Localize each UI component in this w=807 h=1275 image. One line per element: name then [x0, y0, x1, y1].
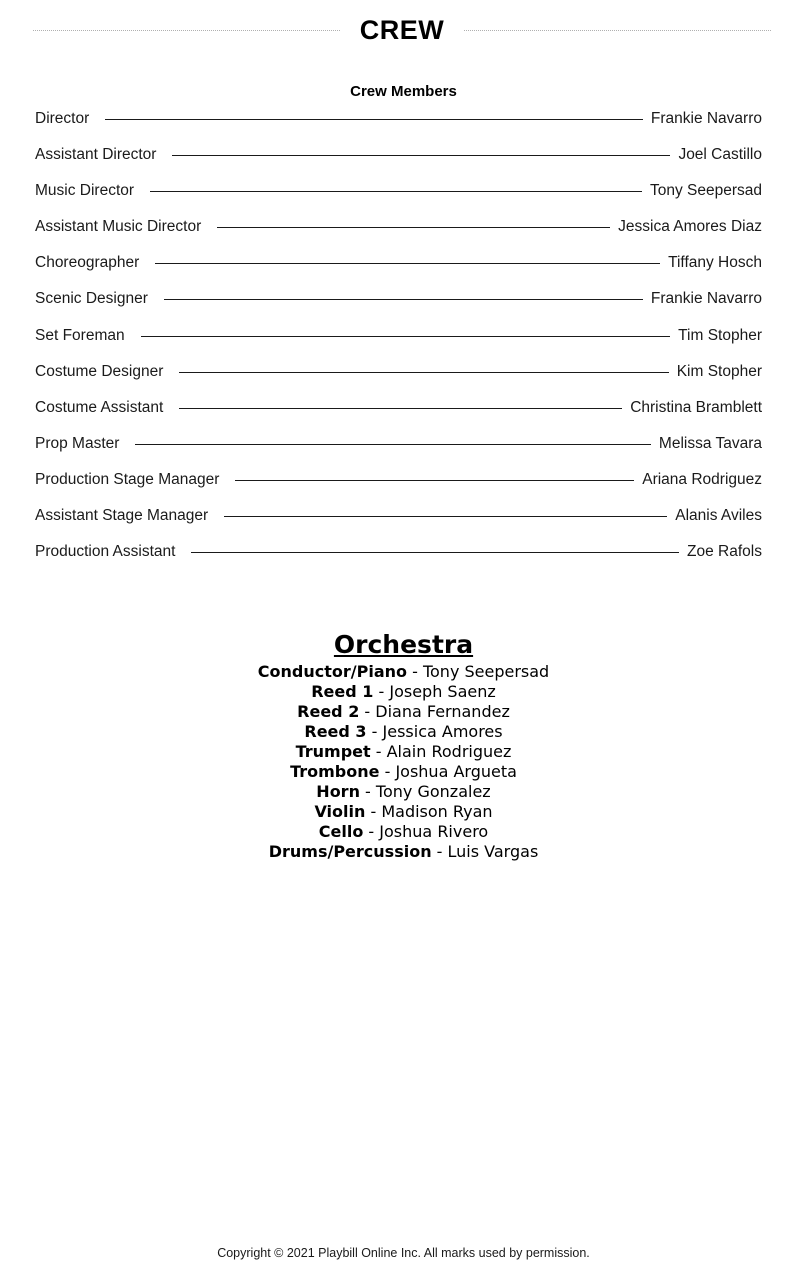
orchestra-player: Luis Vargas: [447, 842, 539, 861]
crew-row: [35, 144, 762, 180]
crew-section-heading: Crew Members: [350, 83, 457, 100]
crew-role: Costume Designer: [35, 362, 164, 380]
crew-list: [35, 108, 762, 577]
orchestra-instrument: Trombone: [290, 762, 380, 781]
orchestra-player: Madison Ryan: [381, 802, 493, 821]
orchestra-player: Alain Rodriguez: [386, 742, 512, 761]
header-rule-right: [464, 30, 771, 31]
crew-row: [35, 361, 762, 397]
crew-name: Jessica Amores Diaz: [618, 218, 762, 236]
crew-row: [35, 397, 762, 433]
orchestra-separator: -: [407, 662, 423, 681]
crew-role: Assistant Stage Manager: [35, 507, 209, 525]
orchestra-row: [0, 722, 807, 742]
crew-name: Tiffany Hosch: [668, 254, 762, 272]
crew-name: Ariana Rodriguez: [642, 470, 762, 488]
orchestra-player: Jessica Amores: [382, 722, 503, 741]
crew-name: Frankie Navarro: [650, 110, 762, 127]
crew-role: Production Stage Manager: [35, 470, 220, 488]
crew-row: [35, 541, 762, 577]
crew-row: [35, 108, 762, 144]
crew-role: Prop Master: [35, 434, 120, 452]
orchestra-player: Tony Gonzalez: [375, 782, 491, 801]
orchestra-row: [0, 822, 807, 842]
orchestra-separator: -: [365, 802, 382, 821]
orchestra-player: Tony Seepersad: [422, 662, 550, 681]
crew-role: Assistant Music Director: [35, 218, 202, 236]
crew-row: [35, 252, 762, 288]
page-title: CREW: [359, 14, 445, 45]
orchestra-instrument: Reed 1: [311, 682, 374, 701]
crew-role: Choreographer: [35, 254, 140, 272]
orchestra-instrument: Trumpet: [295, 742, 371, 761]
crew-role: Production Assistant: [35, 543, 176, 561]
orchestra-instrument: Horn: [316, 782, 360, 801]
orchestra-instrument: Drums/Percussion: [268, 842, 432, 861]
dot-leader: [179, 397, 622, 409]
orchestra-list: [0, 662, 807, 862]
crew-row: [35, 180, 762, 216]
orchestra-row: [0, 662, 807, 682]
copyright-footer: Copyright © 2021 Playbill Online Inc. All marks used by permission.: [217, 1246, 590, 1260]
orchestra-title: Orchestra: [333, 630, 474, 659]
orchestra-instrument: Conductor/Piano: [257, 662, 407, 681]
dot-leader: [105, 108, 643, 120]
crew-name: Christina Bramblett: [630, 398, 762, 416]
crew-name: Alanis Aviles: [675, 507, 762, 525]
orchestra-section: [0, 630, 807, 862]
crew-name: Joel Castillo: [678, 146, 762, 164]
crew-row: [35, 288, 762, 324]
crew-name: Melissa Tavara: [658, 434, 762, 452]
crew-role: Assistant Director: [35, 146, 157, 164]
orchestra-instrument: Cello: [318, 822, 364, 841]
dot-leader: [191, 541, 679, 553]
dot-leader: [179, 361, 668, 373]
dot-leader: [135, 433, 650, 445]
orchestra-player: Joshua Rivero: [379, 822, 489, 841]
dot-leader: [172, 144, 670, 156]
crew-name: Tim Stopher: [678, 326, 762, 344]
crew-row: [35, 505, 762, 541]
crew-name: Tony Seepersad: [649, 182, 762, 200]
crew-name: Zoe Rafols: [687, 543, 762, 561]
orchestra-separator: -: [431, 842, 448, 861]
crew-row: [35, 469, 762, 505]
orchestra-row: [0, 782, 807, 802]
orchestra-instrument: Violin: [314, 802, 366, 821]
orchestra-player: Diana Fernandez: [375, 702, 510, 721]
crew-row: [35, 325, 762, 361]
orchestra-player: Joseph Saenz: [389, 682, 496, 701]
dot-leader: [141, 325, 671, 337]
orchestra-separator: -: [370, 742, 387, 761]
orchestra-instrument: Reed 2: [297, 702, 360, 721]
orchestra-instrument: Reed 3: [304, 722, 367, 741]
crew-role: Costume Assistant: [35, 398, 164, 416]
orchestra-separator: -: [366, 722, 383, 741]
crew-row: [35, 433, 762, 469]
orchestra-row: [0, 682, 807, 702]
page-header: [33, 12, 771, 48]
orchestra-separator: -: [379, 762, 396, 781]
crew-name: Frankie Navarro: [650, 290, 762, 308]
orchestra-row: [0, 742, 807, 762]
orchestra-separator: -: [359, 702, 376, 721]
crew-role: Scenic Designer: [35, 290, 148, 308]
crew-row: [35, 216, 762, 252]
orchestra-row: [0, 842, 807, 862]
dot-leader: [224, 505, 667, 517]
orchestra-separator: -: [373, 682, 390, 701]
orchestra-separator: -: [363, 822, 380, 841]
crew-role: Director: [35, 110, 90, 127]
dot-leader: [217, 216, 610, 228]
crew-role: Music Director: [35, 182, 135, 200]
dot-leader: [155, 252, 660, 264]
dot-leader: [164, 288, 643, 300]
dot-leader: [235, 469, 634, 481]
orchestra-row: [0, 762, 807, 782]
orchestra-separator: -: [359, 782, 376, 801]
header-rule-left: [33, 30, 340, 31]
dot-leader: [150, 180, 642, 192]
orchestra-row: [0, 702, 807, 722]
orchestra-row: [0, 802, 807, 822]
crew-role: Set Foreman: [35, 326, 125, 344]
orchestra-player: Joshua Argueta: [395, 762, 517, 781]
crew-name: Kim Stopher: [676, 362, 762, 380]
